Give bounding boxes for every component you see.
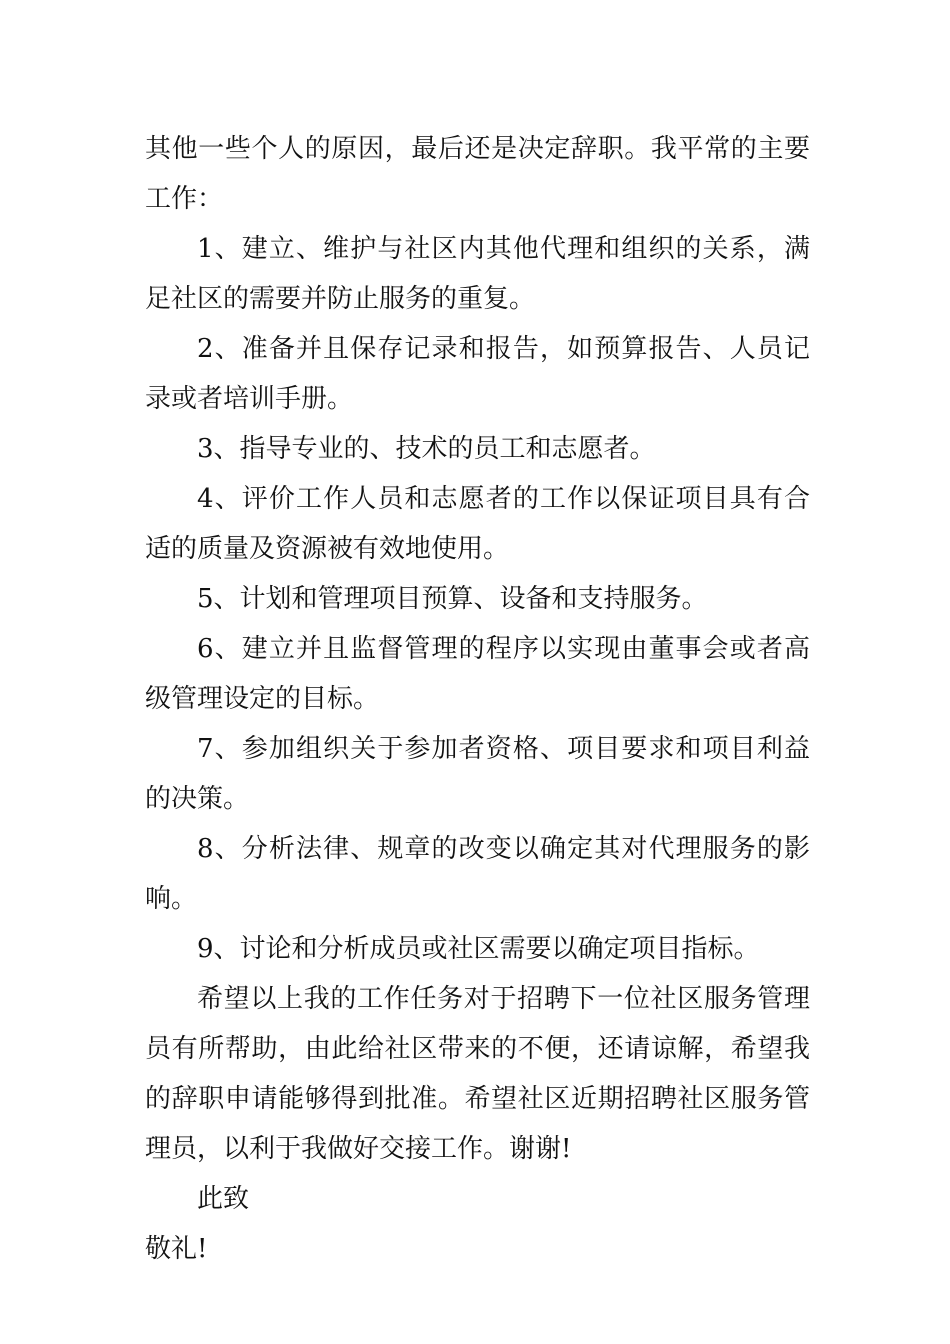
list-item-2: 2、准备并且保存记录和报告，如预算报告、人员记录或者培训手册。 xyxy=(145,334,810,414)
salutation-cizhi: 此致 xyxy=(197,1184,250,1214)
list-item-8: 8、分析法律、规章的改变以确定其对代理服务的影响。 xyxy=(145,834,810,914)
list-item-9: 9、讨论和分析成员或社区需要以确定项目指标。 xyxy=(197,934,760,964)
list-item-5: 5、计划和管理项目预算、设备和支持服务。 xyxy=(197,584,708,614)
paragraph-closing: 希望以上我的工作任务对于招聘下一位社区服务管理员有所帮助，由此给社区带来的不便，还请谅解，希望我的辞职申请能够得到批准。希望社区近期招聘社区服务管理员，以利于我做好交接工作。谢谢! xyxy=(145,984,810,1164)
letter-body xyxy=(145,124,810,1274)
list-item-3: 3、指导专业的、技术的员工和志愿者。 xyxy=(197,434,656,464)
list-item-4: 4、评价工作人员和志愿者的工作以保证项目具有合适的质量及资源被有效地使用。 xyxy=(145,484,810,564)
list-item-7: 7、参加组织关于参加者资格、项目要求和项目利益的决策。 xyxy=(145,734,810,814)
list-item-6: 6、建立并且监督管理的程序以实现由董事会或者高级管理设定的目标。 xyxy=(145,634,810,714)
salutation-jingli: 敬礼! xyxy=(145,1234,208,1264)
paragraph-intro: 其他一些个人的原因，最后还是决定辞职。我平常的主要工作： xyxy=(145,134,810,214)
list-item-1: 1、建立、维护与社区内其他代理和组织的关系，满足社区的需要并防止服务的重复。 xyxy=(145,234,810,314)
